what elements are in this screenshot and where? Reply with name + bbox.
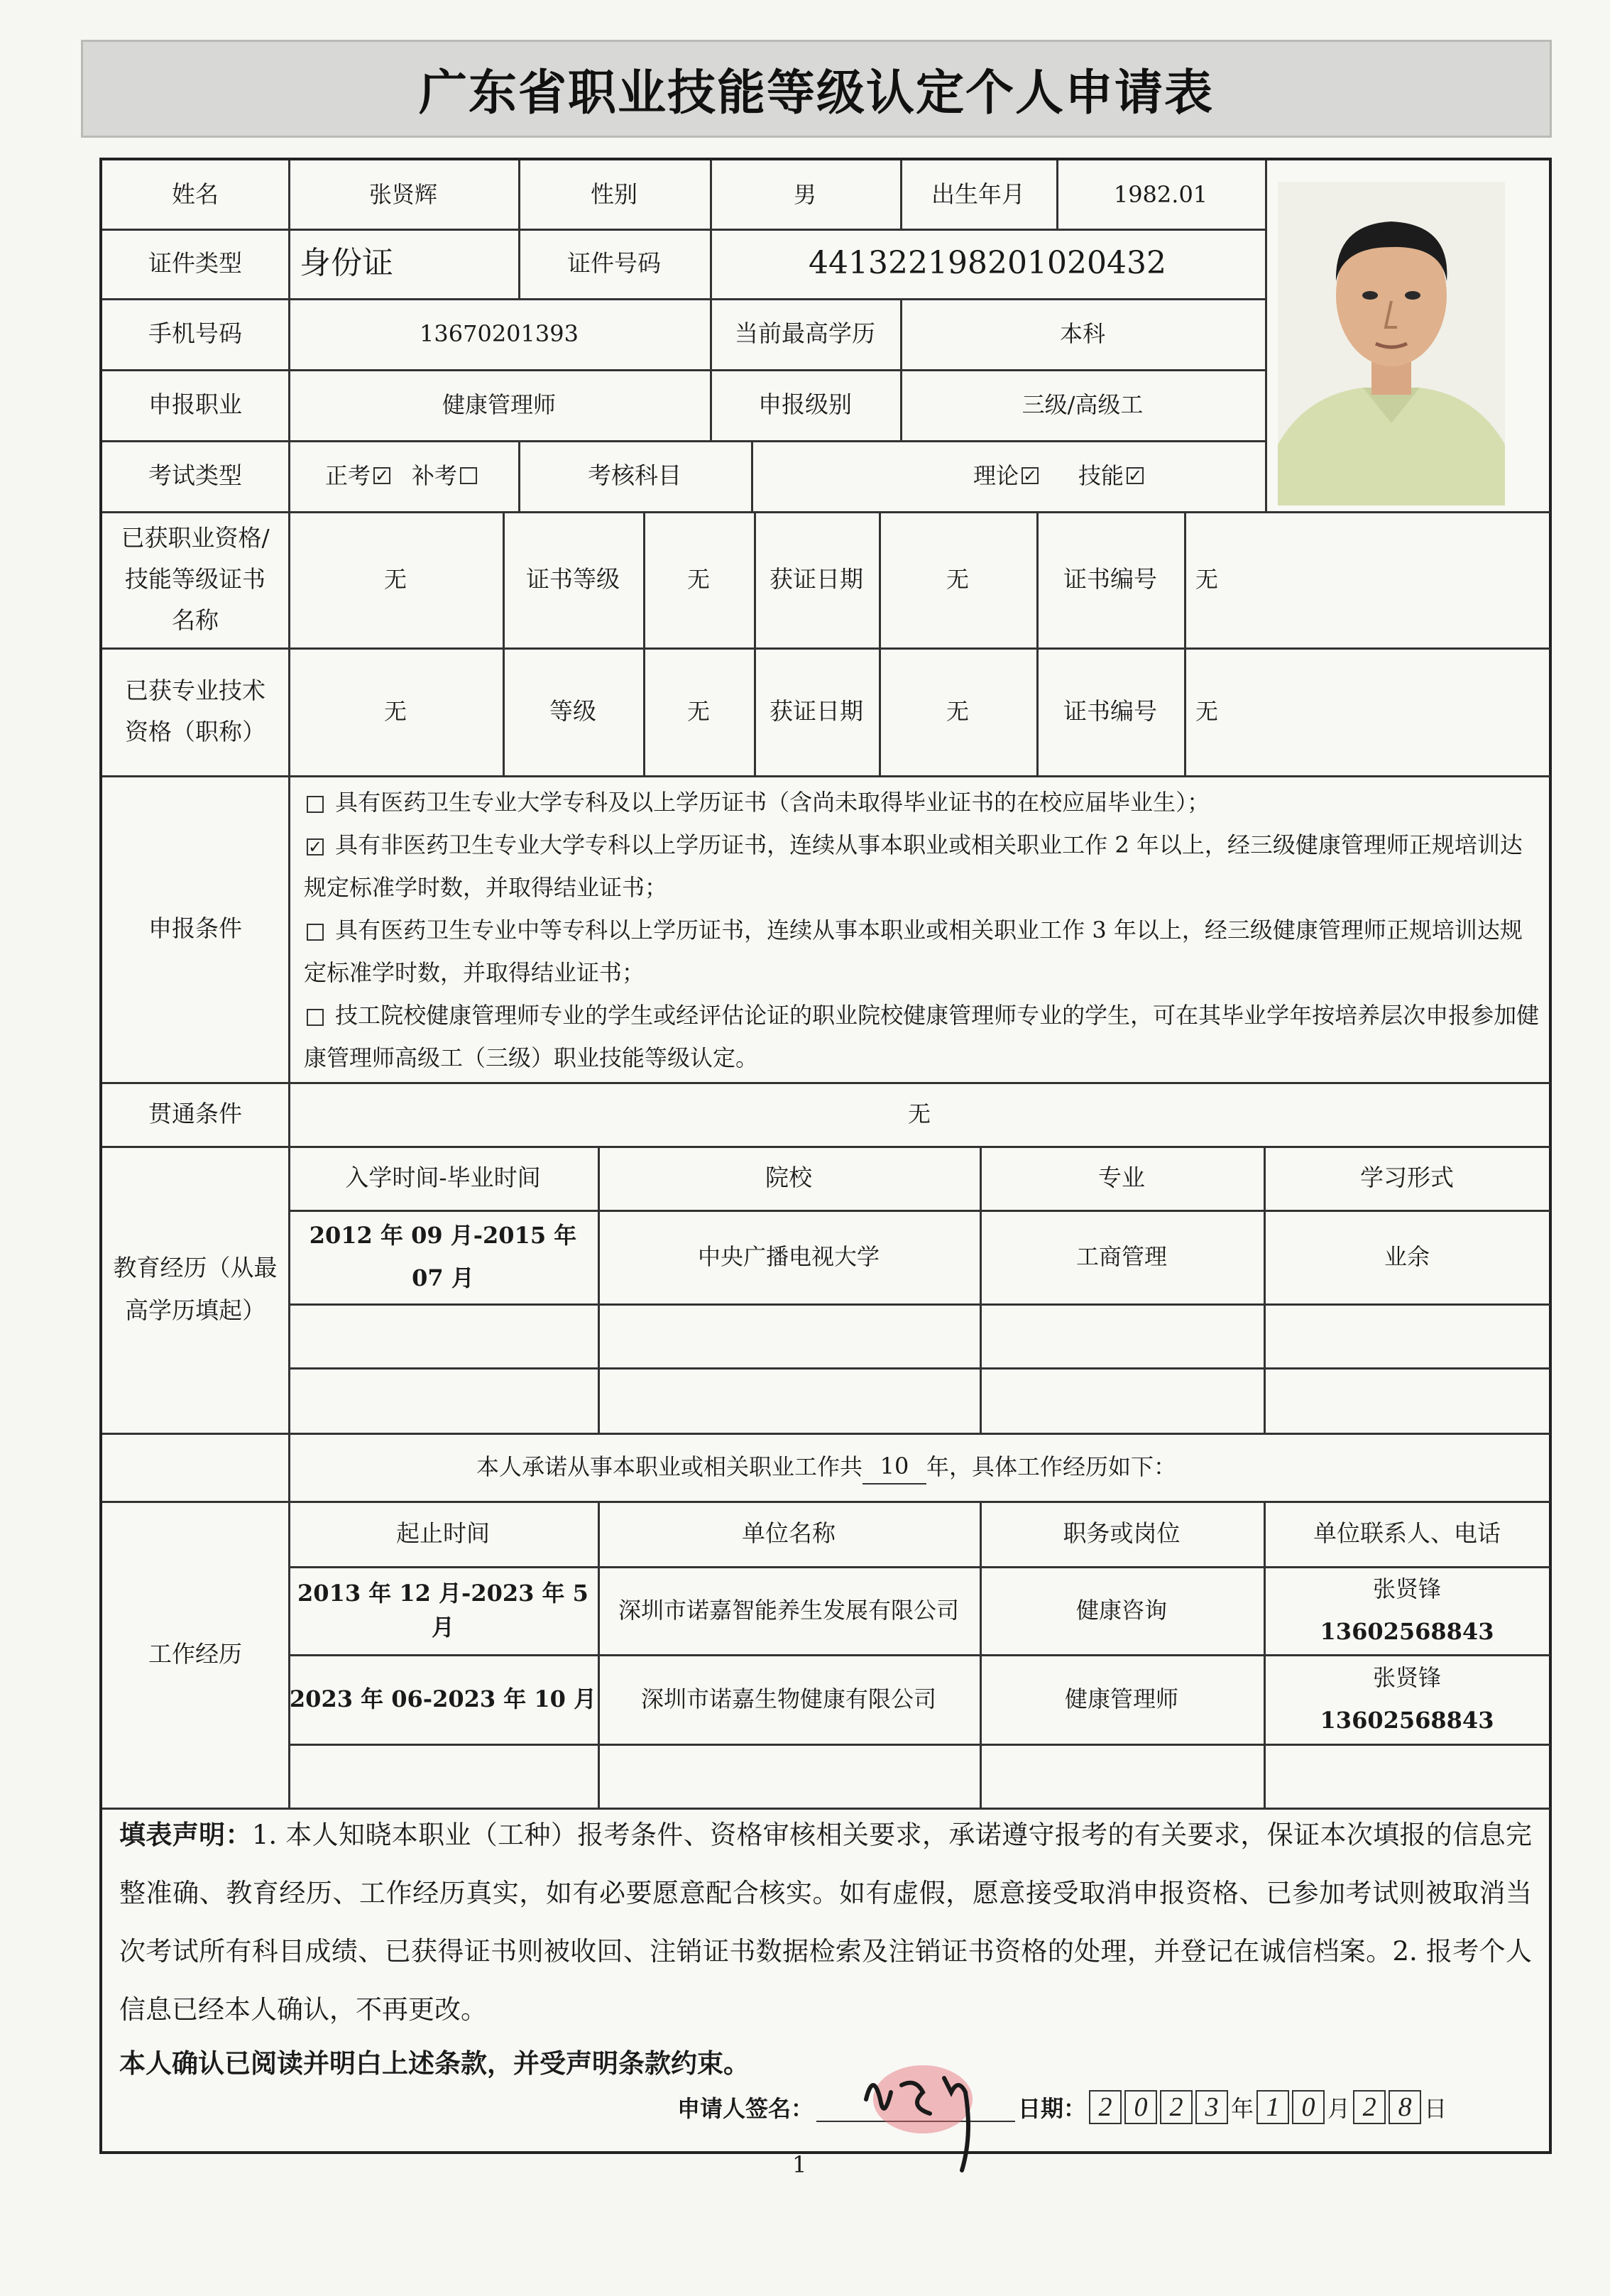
work-row-2-position[interactable]: 健康管理师 xyxy=(1064,1685,1178,1712)
declaration xyxy=(119,1806,1532,2039)
condition-checkbox-2[interactable]: ✓ xyxy=(308,836,323,857)
year-digit-1[interactable]: 2 xyxy=(1089,2090,1122,2124)
exam-type-label: 考试类型 xyxy=(148,461,242,490)
qualification-date-label: 获证日期 xyxy=(770,565,863,594)
birth-label: 出生年月 xyxy=(931,180,1025,209)
work-years[interactable]: 10 xyxy=(862,1449,926,1485)
edu-header-major: 专业 xyxy=(1098,1164,1145,1192)
edu-header-school: 院校 xyxy=(765,1164,812,1192)
occupation-value[interactable]: 健康管理师 xyxy=(442,391,556,418)
id-number-label: 证件号码 xyxy=(567,249,661,278)
work-commitment xyxy=(102,1433,1550,1501)
work-row-1-contact-phone: 13602568843 xyxy=(1320,1618,1494,1645)
phone-value[interactable]: 13670201393 xyxy=(420,320,579,347)
condition-item xyxy=(304,994,1540,1079)
edu-row-school[interactable]: 中央广播电视大学 xyxy=(697,1243,880,1270)
qualification-grade-label: 证书等级 xyxy=(526,565,620,594)
professional-name[interactable]: 无 xyxy=(383,698,407,725)
applicant-photo xyxy=(1278,182,1505,505)
theory-label: 理论 xyxy=(973,462,1019,489)
work-row-1-contact-name: 张贤锋 xyxy=(1372,1575,1441,1602)
education-value[interactable]: 本科 xyxy=(1059,320,1105,347)
through-value[interactable]: 无 xyxy=(907,1100,931,1127)
conditions-label: 申报条件 xyxy=(148,914,242,943)
work-commit-suffix: 年，具体工作经历如下： xyxy=(926,1453,1177,1480)
level-label: 申报级别 xyxy=(758,390,852,419)
makeup-exam-checkbox[interactable] xyxy=(460,467,477,484)
condition-item xyxy=(304,824,1540,909)
month-digit-1[interactable]: 1 xyxy=(1256,2090,1289,2124)
professional-label: 已获专业技术资格（职称） xyxy=(125,677,265,745)
id-number-value[interactable]: 441322198201020432 xyxy=(809,245,1166,281)
signature-row xyxy=(677,2084,1447,2130)
makeup-exam-label: 补考 xyxy=(412,462,458,489)
level-value[interactable]: 三级/高级工 xyxy=(1022,391,1144,418)
year-unit: 年 xyxy=(1231,2095,1254,2122)
condition-item xyxy=(304,909,1540,994)
work-header-period: 起止时间 xyxy=(396,1519,490,1548)
work-commit-prefix: 本人承诺从事本职业或相关职业工作共 xyxy=(476,1453,862,1480)
qualification-number[interactable]: 无 xyxy=(1195,566,1219,593)
through-label: 贯通条件 xyxy=(148,1100,242,1128)
id-type-label: 证件类型 xyxy=(148,249,242,278)
skill-checkbox[interactable]: ✓ xyxy=(1128,466,1143,486)
occupation-label: 申报职业 xyxy=(148,390,242,419)
condition-text-3: 具有医药卫生专业中等专科以上学历证书，连续从事本职业或相关职业工作 3 年以上，经三级健康管理师正规培训达规定标准学时数，并取得结业证书； xyxy=(304,917,1523,986)
date-label: 日期： xyxy=(1018,2095,1087,2122)
normal-exam-checkbox[interactable]: ✓ xyxy=(375,466,390,486)
page-number: 1 xyxy=(792,2151,807,2178)
day-unit: 日 xyxy=(1424,2095,1447,2122)
work-header-contact: 单位联系人、电话 xyxy=(1313,1519,1501,1548)
condition-text-1: 具有医药卫生专业大学专科及以上学历证书（含尚未取得毕业证书的在校应届毕业生）； xyxy=(335,789,1210,816)
name-value[interactable]: 张贤辉 xyxy=(368,181,437,208)
edu-row-form[interactable]: 业余 xyxy=(1384,1243,1430,1270)
professional-grade-label: 等级 xyxy=(549,697,596,726)
skill-label: 技能 xyxy=(1078,462,1124,489)
work-row-2-company[interactable]: 深圳市诺嘉生物健康有限公司 xyxy=(640,1685,936,1712)
work-row-1-contact[interactable] xyxy=(1264,1566,1550,1654)
declaration-confirm: 本人确认已阅读并明白上述条款，并受声明条款约束。 xyxy=(119,2048,750,2079)
work-row-1-position[interactable]: 健康咨询 xyxy=(1075,1597,1167,1624)
work-row-2-contact-name: 张贤锋 xyxy=(1372,1664,1441,1691)
qualification-date[interactable]: 无 xyxy=(946,566,969,593)
condition-checkbox-4[interactable] xyxy=(307,1009,324,1026)
qualification-number-label: 证书编号 xyxy=(1063,565,1157,594)
work-row-2-contact-phone: 13602568843 xyxy=(1320,1707,1494,1734)
edu-header-period: 入学时间-毕业时间 xyxy=(345,1164,541,1192)
professional-number[interactable]: 无 xyxy=(1195,698,1219,725)
work-header-company: 单位名称 xyxy=(742,1519,836,1548)
work-header-position: 职务或岗位 xyxy=(1063,1519,1181,1548)
professional-grade[interactable]: 无 xyxy=(686,698,710,725)
handwritten-signature-icon xyxy=(838,2057,1036,2163)
education-label: 当前最高学历 xyxy=(735,319,875,348)
declaration-heading: 填表声明： xyxy=(119,1820,252,1850)
work-history-label: 工作经历 xyxy=(148,1640,242,1668)
birth-value[interactable]: 1982.01 xyxy=(1113,181,1208,208)
professional-date[interactable]: 无 xyxy=(946,698,969,725)
subject-label: 考核科目 xyxy=(588,461,681,490)
qualification-grade[interactable]: 无 xyxy=(686,566,710,593)
month-digit-2[interactable]: 0 xyxy=(1292,2090,1325,2124)
condition-item xyxy=(304,781,1540,824)
condition-text-2: 具有非医药卫生专业大学专科以上学历证书，连续从事本职业或相关职业工作 2 年以上，经三级健康管理师正规培训达规定标准学时数，并取得结业证书； xyxy=(304,831,1523,901)
qualification-name[interactable]: 无 xyxy=(383,566,407,593)
edu-row-period[interactable]: 2012 年 09 月-2015 年 07 月 xyxy=(309,1222,577,1291)
signature-label: 申请人签名： xyxy=(677,2095,814,2122)
subject-options xyxy=(911,440,1210,511)
person-photo-icon xyxy=(1278,182,1505,505)
year-digit-2[interactable]: 0 xyxy=(1124,2090,1157,2124)
condition-checkbox-1[interactable] xyxy=(307,796,324,813)
professional-date-label: 获证日期 xyxy=(770,697,863,726)
day-digit-1[interactable]: 2 xyxy=(1353,2090,1386,2124)
gender-label: 性别 xyxy=(591,180,637,209)
work-row-2-period[interactable]: 2023 年 06-2023 年 10 月 xyxy=(289,1685,597,1712)
day-digit-2[interactable]: 8 xyxy=(1389,2090,1421,2124)
condition-checkbox-3[interactable] xyxy=(307,924,324,941)
signature-field[interactable] xyxy=(816,2092,1015,2122)
year-digit-3[interactable]: 2 xyxy=(1160,2090,1193,2124)
year-digit-4[interactable]: 3 xyxy=(1195,2090,1228,2124)
form-title-banner xyxy=(81,40,1552,138)
gender-value[interactable]: 男 xyxy=(793,181,816,208)
name-label: 姓名 xyxy=(172,180,219,209)
qualification-label: 已获职业资格/技能等级证书名称 xyxy=(121,524,270,634)
edu-row-major[interactable]: 工商管理 xyxy=(1075,1243,1167,1270)
id-type-value[interactable]: 身份证 xyxy=(300,245,393,281)
phone-label: 手机号码 xyxy=(148,319,242,348)
normal-exam-label: 正考 xyxy=(324,462,371,489)
theory-checkbox[interactable]: ✓ xyxy=(1023,466,1038,486)
edu-header-form: 学习形式 xyxy=(1360,1164,1454,1192)
condition-text-4: 技工院校健康管理师专业的学生或经评估论证的职业院校健康管理师专业的学生，可在其毕业学年按培养层次申报参加健康管理师高级工（三级）职业技能等级认定。 xyxy=(304,1002,1540,1071)
work-row-1-company[interactable]: 深圳市诺嘉智能养生发展有限公司 xyxy=(618,1597,959,1624)
form-title: 广东省职业技能等级认定个人申请表 xyxy=(418,65,1214,121)
education-history-label: 教育经历（从最高学历填起） xyxy=(113,1254,278,1324)
declaration-text: 1. 本人知晓本职业（工种）报考条件、资格审核相关要求，承诺遵守报考的有关要求，保证本次填报的信息完整准确、教育经历、工作经历真实，如有必要愿意配合核实。如有虚假，愿意接受取消申报资格、已参加考试则被取消当次考试所有科目成绩、已获得证书则被收回、注销证书数据检索及注销证书资格的处理，并登记在诚信档案。2. 报考个人信息已经本人确认，不再更改。 xyxy=(119,1820,1533,2025)
work-row-1-period[interactable]: 2013 年 12 月-2023 年 5 月 xyxy=(297,1580,588,1641)
exam-type-options xyxy=(288,440,518,511)
work-row-2-contact[interactable] xyxy=(1264,1654,1550,1744)
professional-number-label: 证书编号 xyxy=(1063,697,1157,726)
month-unit: 月 xyxy=(1327,2095,1351,2122)
